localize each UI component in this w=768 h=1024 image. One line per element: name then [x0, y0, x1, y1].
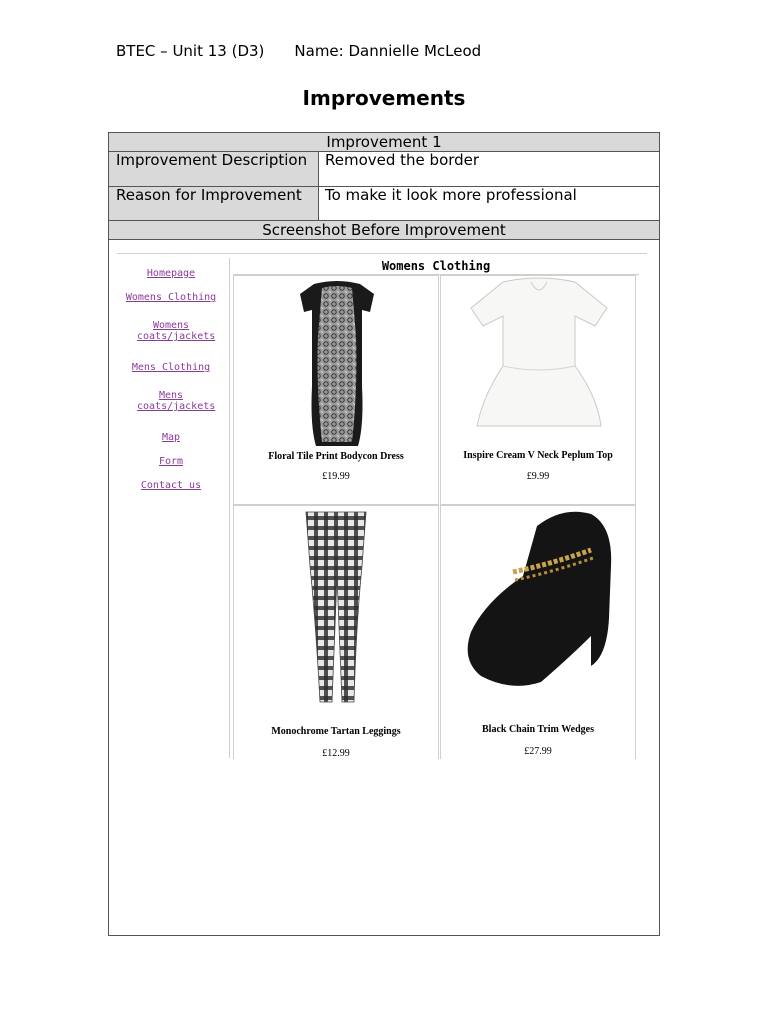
product-price: £12.99 — [322, 748, 350, 759]
nav-link-contact-us[interactable]: Contact us — [140, 480, 202, 491]
screenshot-nav — [117, 258, 230, 758]
nav-link-womens-coats[interactable]: Womens coats/jackets — [137, 320, 216, 342]
reason-value: To make it look more professional — [325, 186, 577, 204]
screenshot-heading-womens-clothing: Womens Clothing — [233, 258, 639, 275]
screenshot-main — [233, 258, 639, 758]
dress-image — [234, 276, 440, 456]
nav-link-mens-coats[interactable]: Mens coats/jackets — [137, 390, 216, 412]
product-name: Inspire Cream V Neck Peplum Top — [463, 450, 613, 461]
wedges-image — [441, 506, 637, 706]
product-price: £9.99 — [526, 471, 550, 482]
product-grid — [233, 275, 639, 759]
product-card[interactable] — [233, 505, 439, 759]
leggings-image — [234, 506, 440, 716]
top-image — [441, 276, 637, 446]
nav-link-form[interactable]: Form — [158, 456, 184, 467]
product-name: Monochrome Tartan Leggings — [271, 726, 401, 737]
nav-link-map[interactable]: Map — [161, 432, 181, 443]
course-label: BTEC – Unit 13 (D3) — [116, 42, 265, 60]
product-price: £19.99 — [322, 471, 350, 482]
description-label: Improvement Description — [109, 152, 319, 186]
product-name: Floral Tile Print Bodycon Dress — [268, 451, 404, 462]
product-price: £27.99 — [524, 746, 552, 757]
document-header — [116, 42, 481, 60]
reason-row — [109, 187, 659, 221]
nav-link-womens-clothing[interactable]: Womens Clothing — [125, 292, 217, 303]
nav-link-mens-clothing[interactable]: Mens Clothing — [131, 362, 211, 373]
page-title: Improvements — [302, 86, 466, 110]
product-card[interactable] — [233, 275, 439, 505]
product-name: Black Chain Trim Wedges — [482, 724, 594, 735]
author-name: Name: Dannielle McLeod — [294, 42, 482, 60]
nav-link-homepage[interactable]: Homepage — [146, 268, 196, 279]
product-card[interactable] — [440, 505, 636, 759]
reason-label: Reason for Improvement — [109, 187, 319, 220]
before-screenshot — [117, 253, 647, 759]
description-row — [109, 152, 659, 187]
product-card[interactable] — [440, 275, 636, 505]
screenshot-heading: Screenshot Before Improvement — [109, 221, 659, 240]
improvement-heading: Improvement 1 — [109, 133, 659, 152]
description-value: Removed the border — [325, 151, 480, 169]
